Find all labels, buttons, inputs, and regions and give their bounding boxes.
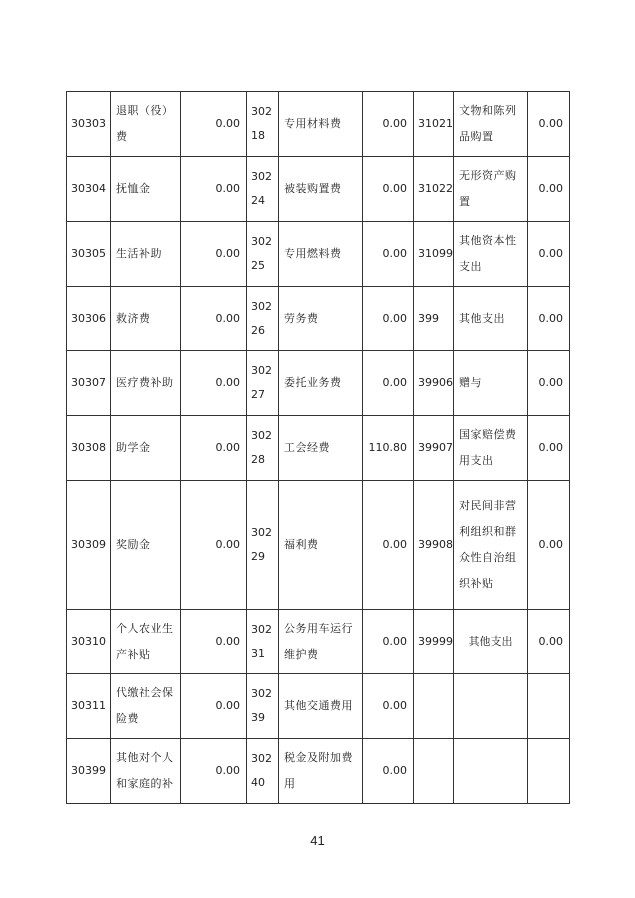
cell-a3: 0.00 [528, 610, 570, 674]
cell-n1: 奖励金 [111, 481, 181, 610]
cell-a2: 0.00 [363, 481, 414, 610]
cell-n1: 其他对个人和家庭的补 [111, 739, 181, 804]
cell-n1: 助学金 [111, 416, 181, 481]
cell-n1: 抚恤金 [111, 157, 181, 222]
cell-n2: 专用材料费 [279, 92, 363, 157]
cell-a1: 0.00 [181, 351, 247, 416]
cell-n2: 其他交通费用 [279, 674, 363, 739]
table-row [67, 287, 570, 351]
cell-c2: 30240 [247, 739, 279, 804]
table-row [67, 481, 570, 610]
cell-a1: 0.00 [181, 739, 247, 804]
cell-n2: 税金及附加费用 [279, 739, 363, 804]
table-row [67, 739, 570, 804]
cell-c2: 30224 [247, 157, 279, 222]
cell-c1: 30306 [67, 287, 111, 351]
cell-c1: 30308 [67, 416, 111, 481]
cell-a3: 0.00 [528, 157, 570, 222]
cell-c1: 30307 [67, 351, 111, 416]
cell-c3: 39999 [414, 610, 454, 674]
cell-c2: 30231 [247, 610, 279, 674]
cell-a3: 0.00 [528, 287, 570, 351]
cell-a3 [528, 739, 570, 804]
cell-c1: 30311 [67, 674, 111, 739]
cell-a2: 0.00 [363, 92, 414, 157]
table-body [67, 92, 570, 804]
cell-c1: 30399 [67, 739, 111, 804]
cell-a3: 0.00 [528, 92, 570, 157]
cell-a3: 0.00 [528, 351, 570, 416]
cell-n1: 医疗费补助 [111, 351, 181, 416]
cell-c3: 31022 [414, 157, 454, 222]
cell-n2: 被装购置费 [279, 157, 363, 222]
cell-c2: 30225 [247, 222, 279, 287]
cell-n2: 专用燃料费 [279, 222, 363, 287]
cell-c2: 30228 [247, 416, 279, 481]
cell-a3 [528, 674, 570, 739]
cell-c3: 31021 [414, 92, 454, 157]
cell-a1: 0.00 [181, 416, 247, 481]
cell-n3: 其他支出 [454, 610, 528, 674]
cell-c2: 30229 [247, 481, 279, 610]
cell-c1: 30309 [67, 481, 111, 610]
cell-n1: 个人农业生产补贴 [111, 610, 181, 674]
cell-a1: 0.00 [181, 222, 247, 287]
cell-n1: 退职（役）费 [111, 92, 181, 157]
cell-c2: 30239 [247, 674, 279, 739]
cell-a1: 0.00 [181, 287, 247, 351]
cell-a1: 0.00 [181, 481, 247, 610]
cell-a1: 0.00 [181, 610, 247, 674]
cell-n2: 福利费 [279, 481, 363, 610]
cell-n3: 国家赔偿费用支出 [454, 416, 528, 481]
table-row [67, 610, 570, 674]
table-row [67, 157, 570, 222]
table-row [67, 674, 570, 739]
cell-n2: 委托业务费 [279, 351, 363, 416]
cell-a2: 0.00 [363, 222, 414, 287]
cell-c1: 30303 [67, 92, 111, 157]
cell-a3: 0.00 [528, 416, 570, 481]
cell-a2: 0.00 [363, 351, 414, 416]
cell-a2: 0.00 [363, 610, 414, 674]
cell-c3 [414, 674, 454, 739]
cell-a2: 0.00 [363, 674, 414, 739]
cell-c1: 30305 [67, 222, 111, 287]
cell-c3: 39908 [414, 481, 454, 610]
cell-a1: 0.00 [181, 92, 247, 157]
cell-c3: 399 [414, 287, 454, 351]
cell-n1: 生活补助 [111, 222, 181, 287]
cell-a2: 0.00 [363, 287, 414, 351]
page-number: 41 [310, 833, 325, 848]
cell-n2: 工会经费 [279, 416, 363, 481]
cell-c3: 39907 [414, 416, 454, 481]
cell-a2: 0.00 [363, 157, 414, 222]
cell-a2: 0.00 [363, 739, 414, 804]
cell-n2: 劳务费 [279, 287, 363, 351]
cell-c1: 30310 [67, 610, 111, 674]
cell-a3: 0.00 [528, 222, 570, 287]
cell-n1: 代缴社会保险费 [111, 674, 181, 739]
cell-a1: 0.00 [181, 157, 247, 222]
cell-n3: 其他支出 [454, 287, 528, 351]
cell-n3 [454, 739, 528, 804]
cell-c2: 30218 [247, 92, 279, 157]
cell-n3: 其他资本性支出 [454, 222, 528, 287]
cell-c3 [414, 739, 454, 804]
table-row [67, 351, 570, 416]
cell-n3: 文物和陈列品购置 [454, 92, 528, 157]
table-row [67, 416, 570, 481]
cell-n3: 对民间非营利组织和群众性自治组织补贴 [454, 481, 528, 610]
cell-c3: 39906 [414, 351, 454, 416]
cell-a3: 0.00 [528, 481, 570, 610]
cell-n3: 无形资产购置 [454, 157, 528, 222]
cell-n3: 赠与 [454, 351, 528, 416]
cell-c1: 30304 [67, 157, 111, 222]
cell-c3: 31099 [414, 222, 454, 287]
cell-c2: 30227 [247, 351, 279, 416]
cell-a2: 110.80 [363, 416, 414, 481]
cell-n1: 救济费 [111, 287, 181, 351]
cell-n3 [454, 674, 528, 739]
cell-a1: 0.00 [181, 674, 247, 739]
table-row [67, 92, 570, 157]
expenditure-table [66, 91, 570, 804]
cell-c2: 30226 [247, 287, 279, 351]
table-row [67, 222, 570, 287]
cell-n2: 公务用车运行维护费 [279, 610, 363, 674]
